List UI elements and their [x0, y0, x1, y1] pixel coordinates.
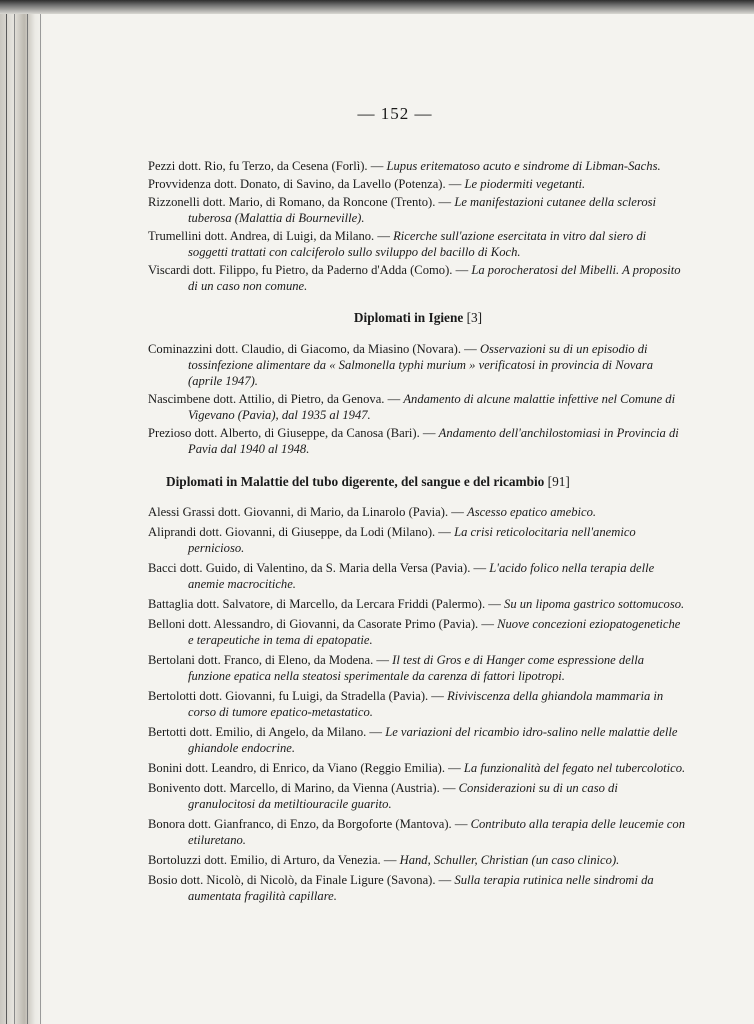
entry-author: Bortoluzzi dott. Emilio, di Arturo, da Venezia. — — [148, 853, 397, 868]
diploma-entry — [148, 341, 688, 390]
page-number: — 152 — — [357, 104, 433, 123]
entry-thesis-title: Le variazioni del ricambio idro-salino nelle malattie delle ghiandole endocrine. — [188, 725, 678, 756]
entry-thesis-title: Ricerche sull'azione esercitata in vitro dal siero di soggetti trattati con calciferolo sullo sviluppo del bacillo di Koch. — [188, 228, 647, 259]
binding-line — [6, 0, 7, 1024]
entry-thesis-title: Sulla terapia rutinica nelle sindromi da aumentata fragilità capillare. — [188, 872, 654, 904]
entry-thesis-title: Le manifestazioni cutanee della sclerosi tuberosa (Malattia di Bourneville). — [188, 194, 657, 225]
diploma-entry — [148, 176, 688, 192]
entry-thesis-title: Contributo alla terapia delle leucemie con etiluretano. — [188, 817, 685, 848]
entry-thesis-title: Le piodermiti vegetanti. — [464, 176, 586, 191]
section-heading — [148, 474, 688, 490]
diploma-entry — [148, 504, 688, 520]
entry-author: Battaglia dott. Salvatore, di Marcello, da Lercara Friddi (Palermo). — — [148, 597, 501, 612]
diploma-entry — [148, 425, 688, 458]
entry-author: Alessi Grassi dott. Giovanni, di Mario, da Linarolo (Pavia). — — [148, 505, 464, 520]
section-heading-text: Diplomati in Igiene — [353, 310, 464, 326]
binding-line — [40, 0, 41, 1024]
section-count: [3] — [466, 310, 483, 326]
section-count: [91] — [547, 473, 570, 489]
entry-author: Bertolani dott. Franco, di Eleno, da Modena. — — [148, 652, 389, 667]
diploma-entry — [148, 652, 688, 685]
entry-thesis-title: Il test di Gros e di Hanger come espressione della funzione epatica nella steatosi sperimentale da carenza di fattori lipotropi. — [188, 652, 645, 684]
entry-author: Bosio dott. Nicolò, di Nicolò, da Finale Ligure (Savona). — — [148, 872, 452, 887]
entry-author: Pezzi dott. Rio, fu Terzo, da Cesena (Forlì). — — [148, 159, 384, 173]
entry-thesis-title: Lupus eritematoso acuto e sindrome di Libman-Sachs. — [386, 159, 661, 173]
entry-author: Rizzonelli dott. Mario, di Romano, da Roncone (Trento). — — [148, 194, 452, 209]
entry-author: Viscardi dott. Filippo, fu Pietro, da Paderno d'Adda (Como). — — [148, 262, 469, 277]
entry-author: Bonini dott. Leandro, di Enrico, da Viano (Reggio Emilia). — — [148, 761, 461, 776]
top-page-edge — [0, 0, 754, 14]
diploma-entry — [148, 524, 688, 557]
diploma-entry — [148, 194, 688, 227]
diploma-entry — [148, 391, 688, 424]
entry-thesis-title: Hand, Schuller, Christian (un caso clinico). — [399, 853, 620, 868]
diploma-entry — [148, 560, 688, 593]
entry-author: Bacci dott. Guido, di Valentino, da S. Maria della Versa (Pavia). — — [148, 560, 487, 575]
diploma-entry — [148, 724, 688, 757]
entry-thesis-title: L'acido folico nella terapia delle anemie macrocitiche. — [188, 560, 655, 592]
entry-thesis-title: La funzionalità del fegato nel tubercolotico. — [463, 761, 686, 776]
diploma-entry — [148, 760, 688, 776]
diploma-entry — [148, 596, 688, 612]
entry-author: Belloni dott. Alessandro, di Giovanni, da Casorate Primo (Pavia). — — [148, 616, 494, 631]
entry-author: Bertotti dott. Emilio, di Angelo, da Milano. — — [148, 725, 383, 740]
entry-author: Bonora dott. Gianfranco, di Enzo, da Borgoforte (Mantova). — — [148, 817, 468, 832]
section-heading-text: Diplomati in Malattie del tubo digerente, del sangue e del ricambio — [166, 473, 545, 489]
entry-thesis-title: Riviviscenza della ghiandola mammaria in corso di tumore epatico-metastatico. — [188, 689, 664, 720]
entry-thesis-title: Osservazioni su di un episodio di tossinfezione alimentare da « Salmonella typhi murium » verificatosi in provincia di Novara (aprile 1947). — [188, 341, 653, 389]
binding-line — [14, 0, 15, 1024]
entry-thesis-title: Andamento dell'anchilostomiasi in Provincia di Pavia dal 1940 al 1948. — [188, 426, 679, 457]
entry-author: Bertolotti dott. Giovanni, fu Luigi, da Stradella (Pavia). — — [148, 689, 444, 704]
entry-thesis-title: Su un lipoma gastrico sottomucoso. — [504, 597, 685, 612]
diploma-entry — [148, 688, 688, 721]
entry-thesis-title: Nuove concezioni eziopatogenetiche e terapeutiche in tema di epatopatie. — [188, 616, 681, 648]
entry-author: Bonivento dott. Marcello, di Marino, da Vienna (Austria). — — [148, 781, 456, 795]
diploma-entry — [148, 616, 688, 649]
entry-thesis-title: La porocheratosi del Mibelli. A proposito di un caso non comune. — [188, 262, 681, 294]
entry-author: Nascimbene dott. Attilio, di Pietro, da Genova. — — [148, 392, 401, 407]
entry-author: Trumellini dott. Andrea, di Luigi, da Milano. — — [148, 228, 390, 243]
entry-thesis-title: La crisi reticolocitaria nell'anemico pernicioso. — [188, 524, 636, 556]
diploma-entry — [148, 262, 688, 295]
document-body — [148, 158, 688, 908]
entry-author: Prezioso dott. Alberto, di Giuseppe, da Canosa (Bari). — — [148, 426, 436, 441]
section-heading — [148, 310, 688, 326]
binding-line — [27, 0, 28, 1024]
diploma-entry — [148, 872, 688, 905]
diploma-entry — [148, 158, 688, 174]
diploma-entry — [148, 852, 688, 868]
entry-thesis-title: Ascesso epatico amebico. — [467, 505, 597, 520]
entry-author: Cominazzini dott. Claudio, di Giacomo, da Miasino (Novara). — — [148, 341, 477, 356]
entry-thesis-title: Andamento di alcune malattie infettive nel Comune di Vigevano (Pavia), dal 1935 al 1947. — [188, 392, 676, 423]
entry-author: Aliprandi dott. Giovanni, di Giuseppe, da Lodi (Milano). — — [148, 524, 451, 539]
entry-author: Provvidenza dott. Donato, di Savino, da Lavello (Potenza). — — [148, 176, 462, 191]
entry-thesis-title: Considerazioni su di un caso di granulocitosi da metiltiouracile guarito. — [188, 781, 618, 812]
diploma-entry — [148, 228, 688, 261]
diploma-entry — [148, 780, 688, 813]
diploma-entry — [148, 816, 688, 849]
